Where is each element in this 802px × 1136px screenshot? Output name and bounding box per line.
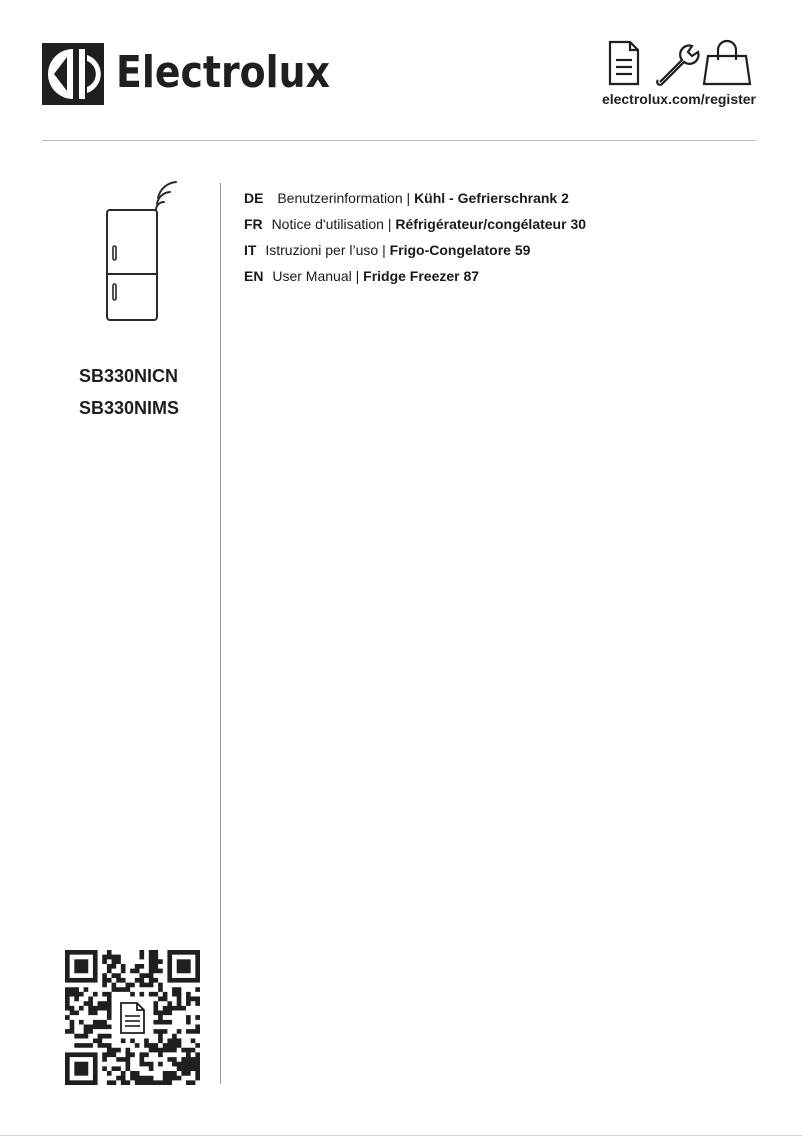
wifi-signal-icon <box>156 182 176 210</box>
language-code: EN <box>244 268 264 284</box>
language-row[interactable] <box>244 263 764 289</box>
page-number: 30 <box>570 216 587 232</box>
document-icon <box>114 999 151 1036</box>
page-number: 2 <box>561 190 569 206</box>
document-icon <box>610 42 638 84</box>
shopping-bag-icon <box>704 41 750 84</box>
separator: | <box>382 242 386 258</box>
qr-finder-top-right <box>170 952 198 980</box>
language-row[interactable] <box>244 211 764 237</box>
product-title: Kühl - Gefrierschrank <box>414 190 558 206</box>
column-divider <box>220 183 221 1084</box>
language-code: DE <box>244 190 264 206</box>
product-title: Frigo-Congelatore <box>389 242 511 258</box>
language-row[interactable] <box>244 237 764 263</box>
separator: | <box>355 268 360 284</box>
model-number: SB330NIMS <box>79 398 180 418</box>
separator: | <box>387 216 392 232</box>
header-icons <box>606 38 756 88</box>
qr-finder-top-left <box>67 952 95 980</box>
separator: | <box>406 190 411 206</box>
language-row[interactable] <box>244 185 764 211</box>
brand-name: Electrolux <box>116 47 330 98</box>
header-divider <box>42 140 756 141</box>
document-type: Notice d'utilisation <box>271 216 384 232</box>
document-type: Istruzioni per l’uso <box>265 242 379 258</box>
connected-fridge-freezer-icon <box>104 180 188 322</box>
language-list <box>244 185 764 289</box>
document-type: Benutzerinformation <box>277 190 403 206</box>
electrolux-logo-icon <box>42 43 104 105</box>
language-code: IT <box>244 242 257 258</box>
qr-finder-bottom-left <box>67 1055 95 1083</box>
product-title: Fridge Freezer <box>363 268 460 284</box>
model-number: SB330NICN <box>79 366 179 386</box>
page-number: 59 <box>514 242 531 258</box>
qr-code[interactable] <box>65 950 200 1085</box>
page-number: 87 <box>463 268 480 284</box>
language-code: FR <box>244 216 263 232</box>
product-title: Réfrigérateur/congélateur <box>395 216 567 232</box>
wrench-icon <box>657 46 698 85</box>
document-type: User Manual <box>272 268 352 284</box>
register-url[interactable]: electrolux.com/register <box>601 91 756 107</box>
